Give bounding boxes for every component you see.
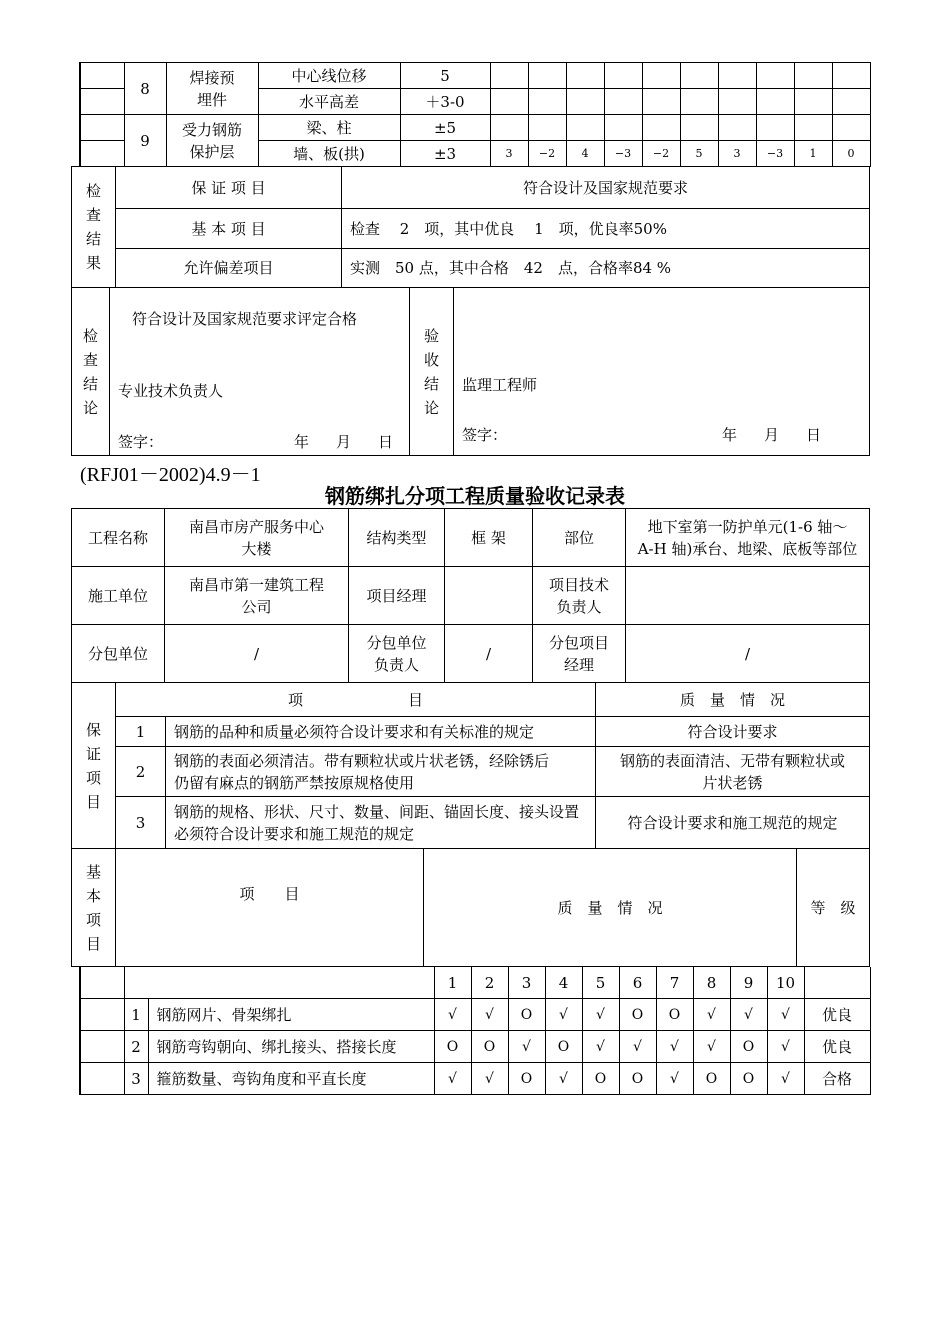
mark: √: [656, 1031, 693, 1063]
sub-item: 梁、柱: [258, 115, 400, 141]
grade: 合格: [804, 1063, 870, 1095]
mark: O: [471, 1031, 508, 1063]
structure: 框 架: [445, 509, 533, 567]
sub-person: /: [445, 625, 533, 683]
allow-value: 实测 50 点，其中合格 42 点，合格率84 %: [342, 249, 870, 288]
mark: √: [434, 999, 471, 1031]
item-no: 1: [124, 999, 148, 1031]
sign-label: 签字：: [118, 433, 164, 451]
sub-item: 墙、板(拱): [258, 141, 400, 167]
item-text: 钢筋的表面必须清洁。带有颗粒状或片状老锈，经除锈后 仍留有麻点的钢筋严禁按原规格使用: [166, 747, 596, 797]
sub: /: [165, 625, 349, 683]
item-text: 钢筋的规格、形状、尺寸、数量、间距、锚固长度、接头设置 必须符合设计要求和施工规范的规定: [166, 797, 596, 849]
mark: √: [693, 999, 730, 1031]
mark: O: [730, 1031, 767, 1063]
mark: √: [471, 999, 508, 1031]
mark: √: [545, 999, 582, 1031]
check-conclusion-text: 符合设计及国家规范要求评定合格: [132, 310, 358, 328]
guarantee-col-quality: 质 量 情 况: [596, 683, 870, 717]
basic-row: [80, 999, 870, 1031]
row-no: 9: [124, 115, 166, 167]
tech-label: 项目技术 负责人: [533, 567, 626, 625]
col-number: 4: [545, 967, 582, 999]
mark: O: [619, 1063, 656, 1095]
pm: [445, 567, 533, 625]
header-table: [71, 508, 870, 683]
measurement: 3: [490, 141, 528, 167]
measurement: −3: [604, 141, 642, 167]
row-item: 焊接预 埋件: [166, 63, 258, 115]
day-label: 日: [378, 433, 394, 451]
sub-item: 中心线位移: [258, 63, 400, 89]
accept-conclusion-cell: [454, 288, 870, 456]
sub-pm: /: [626, 625, 870, 683]
measurement: −2: [528, 141, 566, 167]
mark: O: [434, 1031, 471, 1063]
top-deviation-table: [79, 62, 871, 167]
guarantee-col-item: 项 目: [116, 683, 596, 717]
grade: 优良: [804, 999, 870, 1031]
grade: 优良: [804, 1031, 870, 1063]
tolerance: 5: [400, 63, 490, 89]
col-number: 5: [582, 967, 619, 999]
mark: O: [693, 1063, 730, 1095]
item-quality: 符合设计要求: [596, 717, 870, 747]
basic-row: [80, 1031, 870, 1063]
page-title: 钢筋绑扎分项工程质量验收记录表: [325, 484, 625, 508]
year-label: 年: [294, 433, 310, 451]
item-no: 2: [124, 1031, 148, 1063]
measurement: 0: [832, 141, 870, 167]
measurement: 1: [794, 141, 832, 167]
tolerance: ＋3-0: [400, 89, 490, 115]
basic-section-label: 基 本 项 目: [72, 849, 116, 967]
col-number: 8: [693, 967, 730, 999]
sub-pm-label: 分包项目 经理: [533, 625, 626, 683]
month-label: 月: [336, 433, 352, 451]
measurement: −2: [642, 141, 680, 167]
sub-item: 水平高差: [258, 89, 400, 115]
item-quality: 钢筋的表面清洁、无带有颗粒状或 片状老锈: [596, 747, 870, 797]
year-label: 年: [722, 426, 738, 444]
measurement: 3: [718, 141, 756, 167]
mark: O: [508, 999, 545, 1031]
month-label: 月: [764, 426, 780, 444]
check-result-label: 检 查 结 果: [72, 167, 116, 288]
mark: √: [582, 999, 619, 1031]
col-number: 1: [434, 967, 471, 999]
col-number: 9: [730, 967, 767, 999]
sign-label: 签字：: [462, 426, 508, 444]
check-conclusion-label: 检 查 结 论: [72, 288, 110, 456]
basic-header-table: [71, 848, 870, 967]
part-label: 部位: [533, 509, 626, 567]
constructor: 南昌市第一建筑工程 公司: [165, 567, 349, 625]
constructor-label: 施工单位: [72, 567, 165, 625]
guarantee-row: [72, 797, 870, 849]
basic-label: 基 本 项 目: [116, 209, 342, 249]
mark: √: [508, 1031, 545, 1063]
mark: √: [434, 1063, 471, 1095]
measurement: 4: [566, 141, 604, 167]
basic-value: 检查 2 项，其中优良 1 项，优良率50%: [342, 209, 870, 249]
mark: √: [693, 1031, 730, 1063]
col-number: 3: [508, 967, 545, 999]
col-number: 2: [471, 967, 508, 999]
tolerance: ±3: [400, 141, 490, 167]
guarantee-label: 保 证 项 目: [116, 167, 342, 209]
row-item: 受力钢筋 保护层: [166, 115, 258, 167]
mark: O: [582, 1063, 619, 1095]
mark: √: [619, 1031, 656, 1063]
mark: √: [582, 1031, 619, 1063]
row-8a: [80, 63, 870, 89]
guarantee-section-label: 保 证 项 目: [72, 683, 116, 849]
check-conclusion-cell: [110, 288, 410, 456]
mark: O: [545, 1031, 582, 1063]
day-label: 日: [806, 426, 822, 444]
sub-person-label: 分包单位 负责人: [349, 625, 445, 683]
project-name-label: 工程名称: [72, 509, 165, 567]
basic-col-row: [80, 967, 870, 999]
measurement: 5: [680, 141, 718, 167]
mark: √: [767, 1063, 804, 1095]
item-no: 2: [116, 747, 166, 797]
tolerance: ±5: [400, 115, 490, 141]
col-number: 10: [767, 967, 804, 999]
tech: [626, 567, 870, 625]
tech-person: 专业技术负责人: [118, 382, 224, 400]
basic-row: [80, 1063, 870, 1095]
item-text: 钢筋的品种和质量必须符合设计要求和有关标准的规定: [166, 717, 596, 747]
part: 地下室第一防护单元(1-6 轴～ A-H 轴)承台、地梁、底板等部位: [626, 509, 870, 567]
supervisor: 监理工程师: [462, 376, 538, 394]
project-name: 南昌市房产服务中心 大楼: [165, 509, 349, 567]
allow-label: 允许偏差项目: [116, 249, 342, 288]
sub-label: 分包单位: [72, 625, 165, 683]
mark: O: [656, 999, 693, 1031]
item-text: 箍筋数量、弯钩角度和平直长度: [148, 1063, 434, 1095]
item-quality: 符合设计要求和施工规范的规定: [596, 797, 870, 849]
guarantee-row: [72, 747, 870, 797]
item-text: 钢筋网片、骨架绑扎: [148, 999, 434, 1031]
mark: √: [656, 1063, 693, 1095]
basic-col-quality: 质 量 情 况: [424, 849, 797, 967]
check-result-table: [71, 166, 870, 288]
measurement: −3: [756, 141, 794, 167]
pm-label: 项目经理: [349, 567, 445, 625]
basic-table: [79, 966, 871, 1095]
guarantee-table: [71, 682, 870, 849]
basic-col-grade: 等 级: [797, 849, 870, 967]
mark: O: [508, 1063, 545, 1095]
mark: √: [545, 1063, 582, 1095]
item-no: 3: [124, 1063, 148, 1095]
form-code: (RFJ01－2002)4.9－1: [80, 464, 261, 486]
mark: O: [619, 999, 656, 1031]
accept-conclusion-label: 验 收 结 论: [410, 288, 454, 456]
col-number: 6: [619, 967, 656, 999]
guarantee-row: [72, 717, 870, 747]
mark: √: [767, 1031, 804, 1063]
structure-label: 结构类型: [349, 509, 445, 567]
basic-col-item: 项 目: [116, 849, 424, 967]
mark: √: [767, 999, 804, 1031]
item-text: 钢筋弯钩朝向、绑扎接头、搭接长度: [148, 1031, 434, 1063]
mark: √: [471, 1063, 508, 1095]
item-no: 3: [116, 797, 166, 849]
item-no: 1: [116, 717, 166, 747]
row-9a: [80, 115, 870, 141]
mark: O: [730, 1063, 767, 1095]
row-no: 8: [124, 63, 166, 115]
guarantee-value: 符合设计及国家规范要求: [342, 167, 870, 209]
conclusion-table: [71, 287, 870, 456]
col-number: 7: [656, 967, 693, 999]
mark: √: [730, 999, 767, 1031]
